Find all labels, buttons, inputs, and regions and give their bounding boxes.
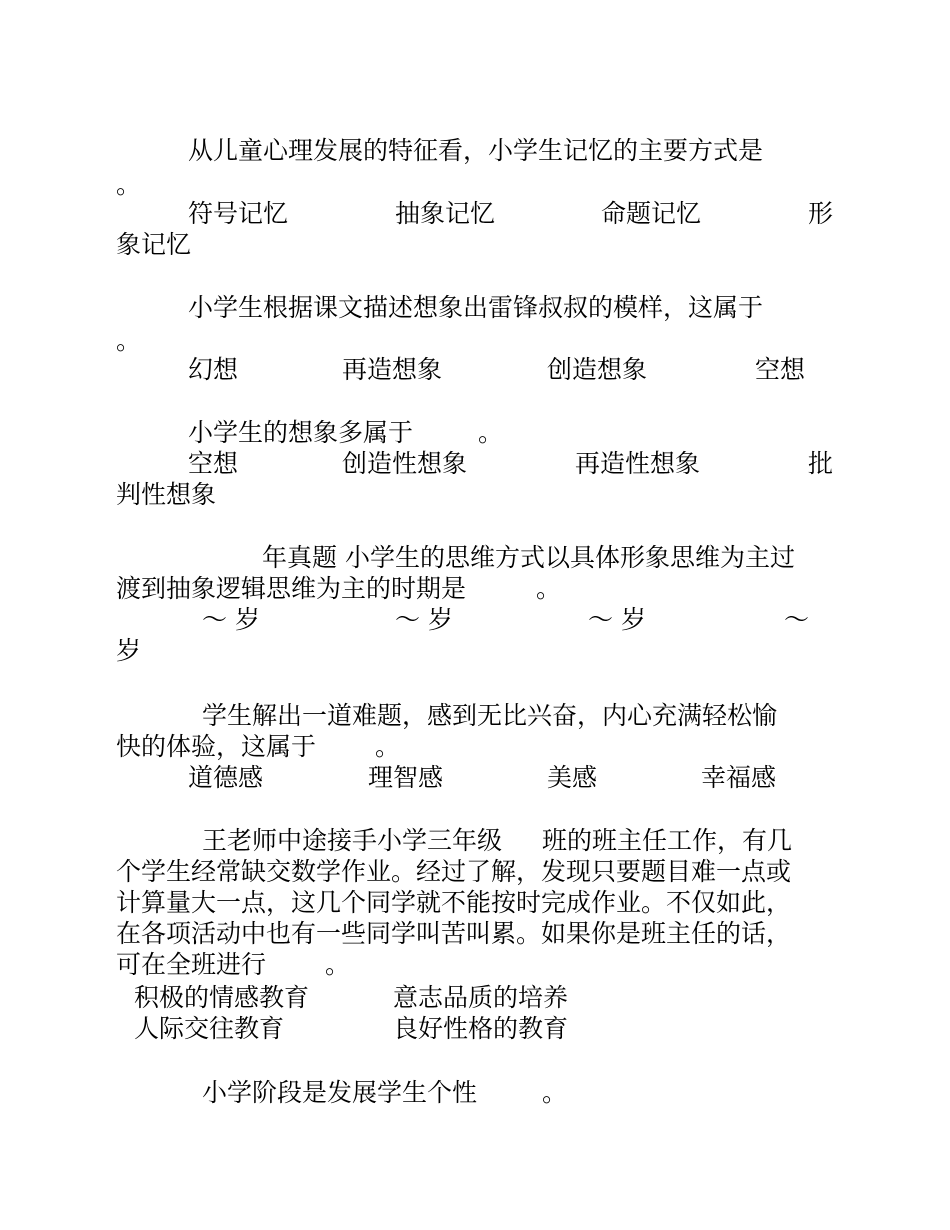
option-b: 创造性想象 xyxy=(342,449,468,478)
option-a: 空想 xyxy=(188,449,239,478)
question-stem: 班的班主任工作，有几 xyxy=(542,826,793,855)
question-stem: 快的体验，这属于 xyxy=(116,732,317,761)
option-a: 幻想 xyxy=(188,355,239,384)
option-c: 命题记忆 xyxy=(601,199,702,228)
option-a: ～ 岁 xyxy=(202,605,260,634)
option-c: 美感 xyxy=(547,763,598,792)
option-d: 形 xyxy=(808,199,834,228)
option-c: 创造想象 xyxy=(547,355,648,384)
question-stem: 小学生根据课文描述想象出雷锋叔叔的模样，这属于 xyxy=(188,293,764,322)
question-stem: 。 xyxy=(536,574,562,603)
option-d: 良好性格的教育 xyxy=(393,1014,569,1043)
option-d: 岁 xyxy=(116,636,142,665)
option-d: 幸福感 xyxy=(701,763,777,792)
question-stem: 。 xyxy=(375,732,401,761)
option-d: 判性想象 xyxy=(116,480,217,509)
option-c: 人际交往教育 xyxy=(134,1014,285,1043)
option-c: ～ 岁 xyxy=(588,605,646,634)
option-b: 再造想象 xyxy=(342,355,443,384)
question-stem: 从儿童心理发展的特征看，小学生记忆的主要方式是 xyxy=(188,136,764,165)
question-stem: 个学生经常缺交数学作业。经过了解，发现只要题目难一点或 xyxy=(116,857,792,886)
question-stem: 小学生的想象多属于 xyxy=(188,418,414,447)
option-a: 积极的情感教育 xyxy=(134,983,310,1012)
question-stem: 计算量大一点，这几个同学就不能按时完成作业。不仅如此， xyxy=(116,888,792,917)
question-stem: 。 xyxy=(478,418,504,447)
question-stem: 王老师中途接手小学三年级 xyxy=(202,826,503,855)
question-stem: 年真题 小学生的思维方式以具体形象思维为主过 xyxy=(262,543,795,572)
question-stem: 可在全班进行 xyxy=(116,950,267,979)
option-b: 抽象记忆 xyxy=(395,199,496,228)
option-c: 再造性想象 xyxy=(575,449,701,478)
question-stem: 。 xyxy=(542,1078,568,1107)
option-a: 符号记忆 xyxy=(188,199,289,228)
option-d: 空想 xyxy=(755,355,806,384)
question-stem: 。 xyxy=(116,170,142,199)
question-stem: 。 xyxy=(325,950,351,979)
option-a: 道德感 xyxy=(188,763,264,792)
option-d: 象记忆 xyxy=(116,230,192,259)
question-stem: 。 xyxy=(116,326,142,355)
question-stem: 渡到抽象逻辑思维为主的时期是 xyxy=(116,574,467,603)
option-b: 理智感 xyxy=(368,763,444,792)
question-stem: 在各项活动中也有一些同学叫苦叫累。如果你是班主任的话， xyxy=(116,919,792,948)
option-b: 意志品质的培养 xyxy=(393,983,569,1012)
option-b: ～ 岁 xyxy=(395,605,453,634)
option-d: 批 xyxy=(808,449,834,478)
question-stem: 小学阶段是发展学生个性 xyxy=(202,1078,478,1107)
option-d: ～ xyxy=(784,605,810,634)
question-stem: 学生解出一道难题，感到无比兴奋，内心充满轻松愉 xyxy=(202,701,778,730)
